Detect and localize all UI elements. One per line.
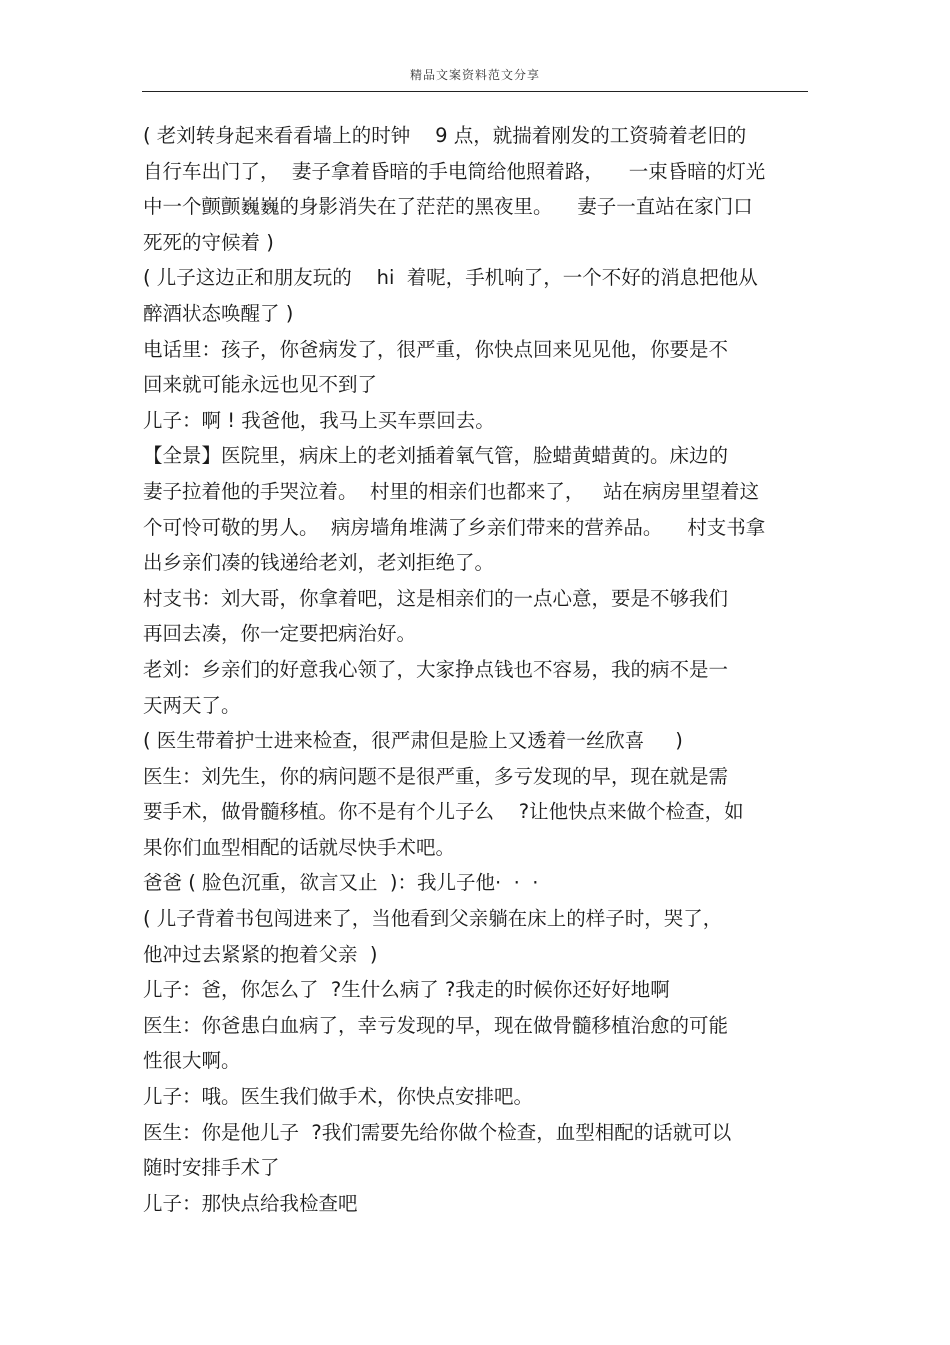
text-line: 老刘：乡亲们的好意我心领了，大家挣点钱也不容易，我的病不是一 [143, 657, 729, 681]
text-line: ( 儿子背着书包闯进来了，当他看到父亲躺在床上的样子时，哭了， [143, 907, 723, 931]
text-line: 中一个颤颤巍巍的身影消失在了茫茫的黑夜里。 妻子一直站在家门口 [143, 195, 753, 219]
text-line: 出乡亲们凑的钱递给老刘，老刘拒绝了。 [143, 551, 495, 575]
text-line: 死死的守候着 ) [143, 230, 274, 254]
text-line: 电话里：孩子，你爸病发了，很严重，你快点回来见见他，你要是不 [143, 337, 729, 361]
text-line: 果你们血型相配的话就尽快手术吧。 [143, 835, 456, 859]
text-line: 个可怜可敬的男人。 病房墙角堆满了乡亲们带来的营养品。 村支书拿 [143, 515, 766, 539]
text-line: 儿子：爸，你怎么了 ?生什么病了 ?我走的时候你还好好地啊 [143, 978, 670, 1002]
text-line: 儿子：啊 ! 我爸他，我马上买车票回去。 [143, 408, 495, 432]
text-line: 随时安排手术了 [143, 1156, 280, 1180]
text-line: 自行车出门了， 妻子拿着昏暗的手电筒给他照着路， 一束昏暗的灯光 [143, 159, 766, 183]
header-divider [142, 91, 808, 92]
text-line: ( 医生带着护士进来检查，很严肃但是脸上又透着一丝欣喜 ) [143, 729, 683, 753]
text-line: 儿子：那快点给我检查吧 [143, 1191, 358, 1215]
text-line: 爸爸 ( 脸色沉重，欲言又止 )：我儿子他· · · [143, 871, 539, 895]
text-line: 妻子拉着他的手哭泣着。 村里的相亲们也都来了， 站在病房里望着这 [143, 479, 759, 503]
document-body [143, 118, 813, 1221]
text-line: 他冲过去紧紧的抱着父亲 ) [143, 942, 378, 966]
text-line: 要手术，做骨髓移植。你不是有个儿子么 ?让他快点来做个检查，如 [143, 800, 744, 824]
text-line: 醉酒状态唤醒了 ) [143, 301, 294, 325]
text-line: 医生：你爸患白血病了，幸亏发现的早，现在做骨髓移植治愈的可能 [143, 1013, 729, 1037]
text-line: 天两天了。 [143, 693, 241, 717]
text-line: ( 老刘转身起来看看墙上的时钟 9 点，就揣着刚发的工资骑着老旧的 [143, 124, 747, 147]
text-line: 【全景】医院里，病床上的老刘插着氧气管，脸蜡黄蜡黄的。床边的 [143, 444, 729, 468]
text-line: 儿子：哦。医生我们做手术，你快点安排吧。 [143, 1085, 534, 1109]
text-line: ( 儿子这边正和朋友玩的 hi 着呢，手机响了，一个不好的消息把他从 [143, 266, 758, 290]
text-line: 医生：刘先生，你的病问题不是很严重，多亏发现的早，现在就是需 [143, 764, 729, 788]
text-line: 村支书：刘大哥，你拿着吧，这是相亲们的一点心意，要是不够我们 [143, 586, 729, 610]
text-line: 再回去凑，你一定要把病治好。 [143, 622, 417, 646]
text-line: 医生：你是他儿子 ?我们需要先给你做个检查，血型相配的话就可以 [143, 1120, 732, 1144]
text-line: 性很大啊。 [143, 1049, 241, 1073]
text-line: 回来就可能永远也见不到了 [143, 373, 378, 397]
page-header-title: 精品文案资料范文分享 [409, 68, 540, 82]
